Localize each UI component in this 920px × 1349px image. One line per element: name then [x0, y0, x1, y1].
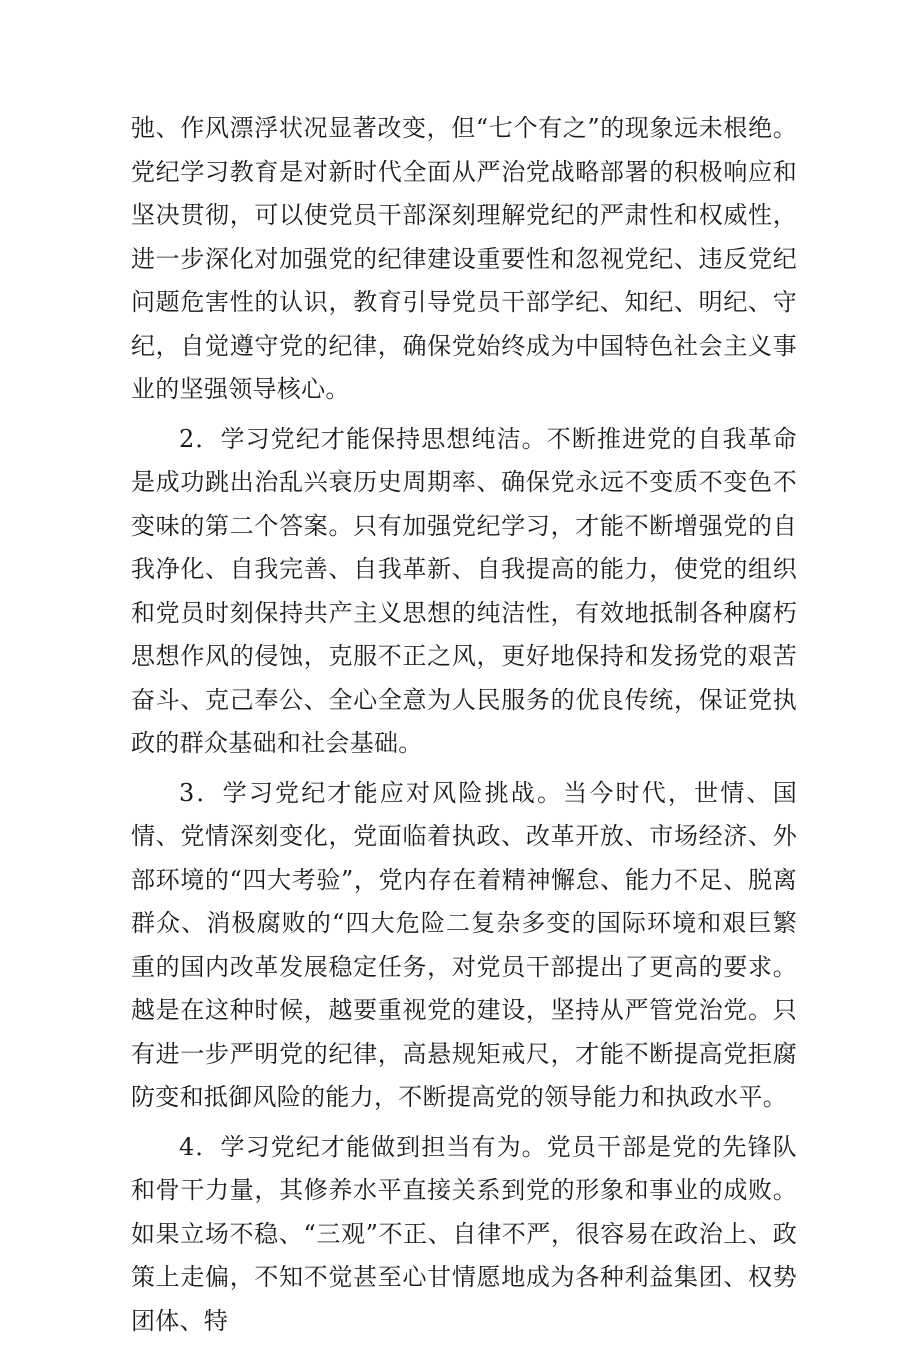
paragraph-point-4: 4．学习党纪才能做到担当有为。党员干部是党的先锋队和骨干力量，其修养水平直接关系到党的形象和事业的成败。如果立场不稳、“三观”不正、自律不严，很容易在政治上、政策上走偏，不知不觉甚至心甘情愿地成为各种利益集团、权势团体、特 — [131, 1132, 797, 1335]
paragraph-point-2: 2．学习党纪才能保持思想纯洁。不断推进党的自我革命是成功跳出治乱兴衰历史周期率、确保党永远不变质不变色不变味的第二个答案。只有加强党纪学习，才能不断增强党的自我净化、自我完善、自我革新、自我提高的能力，使党的组织和党员时刻保持共产主义思想的纯洁性，有效地抵制各种腐朽思想作风的侵蚀，克服不正之风，更好地保持和发扬党的艰苦奋斗、克己奉公、全心全意为人民服务的优良传统，保证党执政的群众基础和社会基础。 — [131, 424, 797, 757]
document-body — [131, 107, 797, 1349]
paragraph-continuation: 弛、作风漂浮状况显著改变，但“七个有之”的现象远未根绝。党纪学习教育是对新时代全面从严治党战略部署的积极响应和坚决贯彻，可以使党员干部深刻理解党纪的严肃性和权威性，进一步深化对加强党的纪律建设重要性和忽视党纪、违反党纪问题危害性的认识，教育引导党员干部学纪、知纪、明纪、守纪，自觉遵守党的纪律，确保党始终成为中国特色社会主义事业的坚强领导核心。 — [131, 114, 797, 403]
paragraph-point-3: 3．学习党纪才能应对风险挑战。当今时代，世情、国情、党情深刻变化，党面临着执政、改革开放、市场经济、外部环境的“四大考验”，党内存在着精神懈怠、能力不足、脱离群众、消极腐败的“四大危险二复杂多变的国际环境和艰巨繁重的国内改革发展稳定任务，对党员干部提出了更高的要求。越是在这种时候，越要重视党的建设，坚持从严管党治党。只有进一步严明党的纪律，高悬规矩戒尺，才能不断提高党拒腐防变和抵御风险的能力，不断提高党的领导能力和执政水平。 — [131, 778, 797, 1111]
